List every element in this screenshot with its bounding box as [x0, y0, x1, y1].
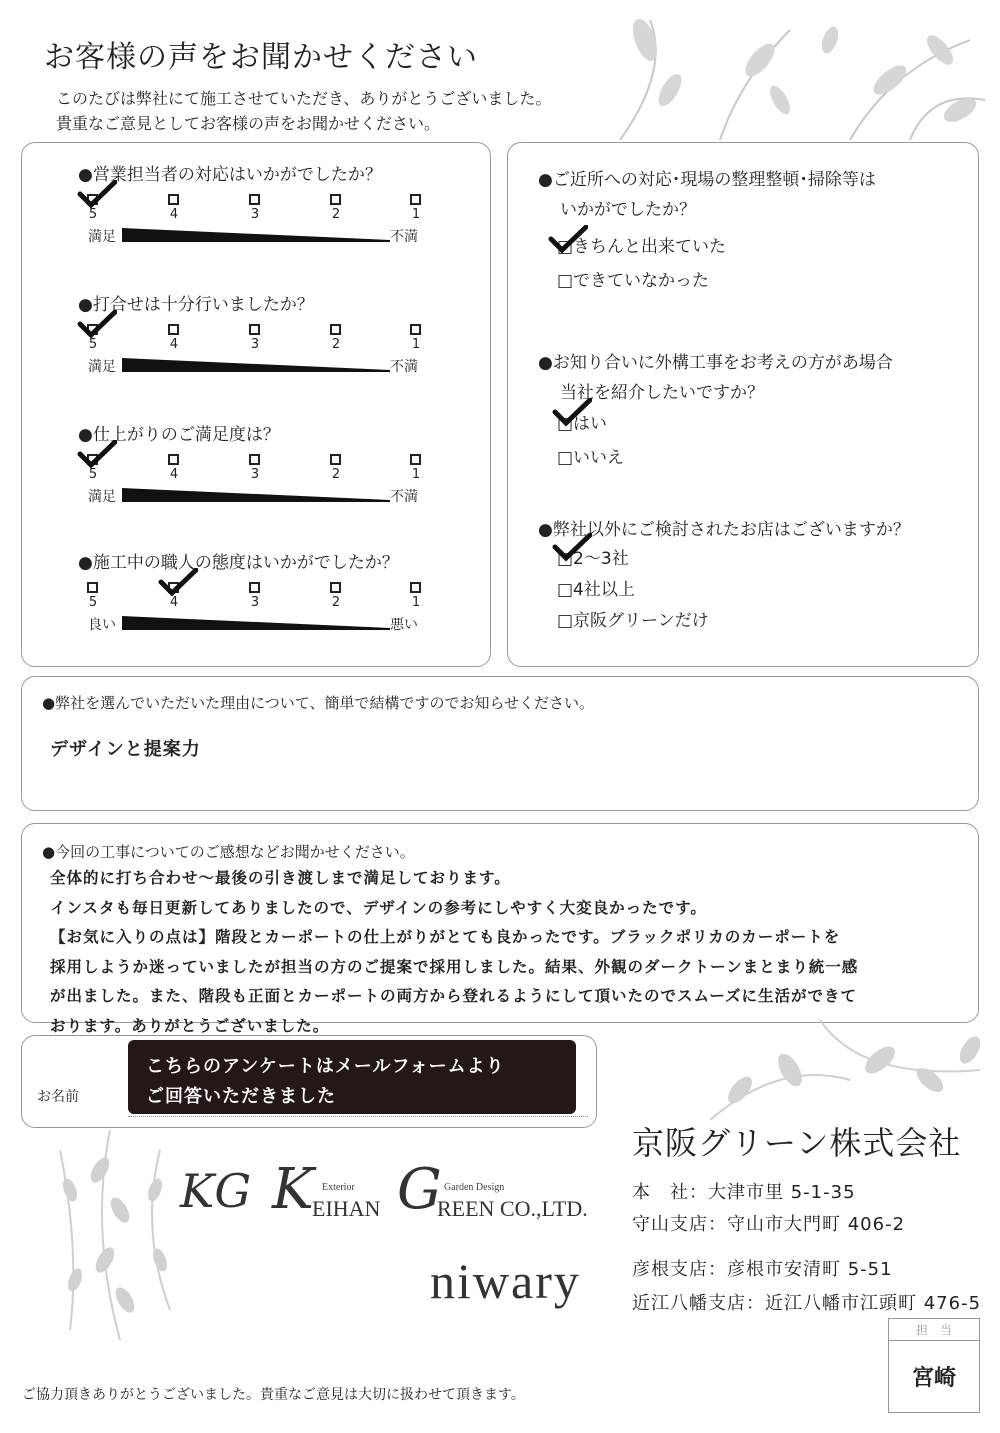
foliage-decoration-left	[20, 1130, 200, 1340]
rating-2-scale-1: 1	[411, 337, 421, 352]
choice-1-option-2[interactable]: □できていなかった	[557, 271, 710, 291]
impression-line-3: 【お気に入りの点は】階段とカーポートの仕上がりがとても良かったです。ブラックポリカのカーポートを	[50, 928, 841, 946]
impression-line-4: 採用しようか迷っていましたが担当の方のご提案で採用しました。結果、外観のダークトーンまとまり統一感	[50, 957, 859, 976]
choice-3-option-2[interactable]: □4社以上	[557, 580, 635, 600]
choice-question-3: ●弊社以外にご検討されたお店はございますか？	[538, 520, 910, 540]
choice-question-1-line-1: ●ご近所への対応･現場の整理整頓･掃除等は	[538, 170, 876, 190]
name-label: お名前	[37, 1089, 79, 1105]
reason-answer[interactable]: デザインと提案力	[50, 739, 201, 760]
check-mark-icon	[77, 180, 117, 210]
rating-4-scale-wedge	[122, 614, 392, 632]
staff-box	[888, 1318, 980, 1413]
intro-line-1: このたびは弊社にて施工させていただき、ありがとうございました。	[56, 89, 552, 108]
mail-form-notice	[128, 1040, 576, 1114]
rating-1-left-label: 満足	[88, 229, 116, 245]
rating-2-checkbox-4[interactable]	[168, 324, 179, 335]
rating-4-checkbox-5[interactable]	[87, 582, 98, 593]
rating-4-right-label: 悪い	[390, 617, 418, 633]
logo-text-reen: REEN CO.,LTD.	[437, 1196, 588, 1221]
rating-1-checkbox-4[interactable]	[168, 194, 179, 205]
address-head-office: 本 社：大津市里 5-1-35	[632, 1182, 856, 1203]
choice-1-option-1[interactable]: □きちんと出来ていた	[557, 237, 727, 257]
rating-2-scale-4: 4	[169, 337, 179, 352]
rating-4-scale-3: 3	[250, 595, 260, 610]
notice-line-1: こちらのアンケートはメールフォームより	[146, 1056, 505, 1077]
rating-3-checkbox-4[interactable]	[168, 454, 179, 465]
company-name: 京阪グリーン株式会社	[632, 1124, 962, 1162]
choice-question-2-line-2: 当社を紹介したいですか？	[560, 383, 764, 403]
intro-line-2: 貴重なご意見としてお客様の声をお聞かせください。	[56, 114, 441, 133]
check-mark-icon	[548, 225, 588, 255]
choice-3-option-1[interactable]: □2～3社	[557, 549, 629, 569]
check-mark-icon	[552, 398, 592, 428]
rating-1-scale-wedge	[122, 226, 392, 244]
logo-initial-k: K	[272, 1157, 314, 1222]
impression-line-2: インスタも毎日更新してありましたので、デザインの参考にしやすく大変良かったです。	[50, 898, 707, 917]
rating-3-scale-4: 4	[169, 467, 179, 482]
impression-line-5: が出ました。また、階段も正面とカーポートの両方から登れるようにして頂いたのでスムーズに生活ができて	[50, 987, 857, 1005]
rating-2-scale-wedge	[122, 356, 392, 374]
rating-2-left-label: 満足	[88, 359, 116, 375]
rating-4-scale-2: 2	[331, 595, 341, 610]
rating-1-scale-5: 5	[88, 207, 98, 222]
rating-1-scale-2: 2	[331, 207, 341, 222]
logo-text-eihan: EIHAN	[312, 1196, 381, 1221]
footer-thanks: ご協力頂きありがとうございました。貴重なご意見は大切に扱わせて頂きます。	[22, 1387, 525, 1403]
rating-2-checkbox-3[interactable]	[249, 324, 260, 335]
rating-1-checkbox-3[interactable]	[249, 194, 260, 205]
rating-2-scale-2: 2	[331, 337, 341, 352]
rating-2-checkbox-2[interactable]	[330, 324, 341, 335]
rating-question-3: ●仕上がりのご満足度は？	[78, 425, 280, 445]
rating-2-right-label: 不満	[390, 359, 418, 375]
rating-4-left-label: 良い	[88, 617, 116, 633]
rating-2-checkbox-1[interactable]	[410, 324, 421, 335]
rating-question-2: ●打合せは十分行いましたか？	[78, 295, 314, 315]
address-omihachiman: 近江八幡支店：近江八幡市江頭町 476-5	[632, 1293, 982, 1314]
foliage-decoration-right	[700, 1020, 990, 1120]
niwary-logo: niwary	[430, 1253, 581, 1309]
rating-2-scale-3: 3	[250, 337, 260, 352]
rating-3-scale-3: 3	[250, 467, 260, 482]
foliage-decoration-top	[590, 10, 990, 140]
rating-4-scale-4: 4	[169, 595, 179, 610]
check-mark-icon	[77, 440, 117, 470]
rating-3-checkbox-1[interactable]	[410, 454, 421, 465]
rating-3-scale-2: 2	[331, 467, 341, 482]
rating-1-scale-3: 3	[250, 207, 260, 222]
check-mark-icon	[552, 533, 592, 563]
rating-question-1: ●営業担当者の対応はいかがでしたか？	[78, 165, 382, 185]
page-title: お客様の声をお聞かせください	[44, 40, 478, 75]
kg-monogram-logo	[180, 1160, 260, 1230]
rating-3-left-label: 満足	[88, 489, 116, 505]
impression-line-1: 全体的に打ち合わせ～最後の引き渡しまで満足しております。	[50, 869, 511, 887]
name-underline	[128, 1116, 588, 1117]
staff-name: 宮崎	[911, 1366, 956, 1391]
rating-3-scale-1: 1	[411, 467, 421, 482]
rating-1-checkbox-2[interactable]	[330, 194, 341, 205]
choice-question-2-line-1: ●お知り合いに外構工事をお考えの方があ場合	[538, 353, 893, 373]
check-mark-icon	[77, 310, 117, 340]
choice-2-option-1[interactable]: □はい	[557, 414, 608, 434]
rating-4-checkbox-1[interactable]	[410, 582, 421, 593]
rating-3-checkbox-3[interactable]	[249, 454, 260, 465]
check-mark-icon	[158, 568, 198, 598]
keihan-green-wordmark	[272, 1157, 612, 1240]
rating-1-right-label: 不満	[390, 229, 418, 245]
rating-1-checkbox-1[interactable]	[410, 194, 421, 205]
rating-1-scale-1: 1	[411, 207, 421, 222]
rating-3-right-label: 不満	[390, 489, 418, 505]
notice-line-2: ご回答いただきました	[146, 1086, 336, 1107]
rating-question-4: ●施工中の職人の態度はいかがでしたか？	[78, 553, 399, 573]
impression-line-6: おります。ありがとうございました。	[50, 1016, 330, 1035]
choice-3-option-3[interactable]: □京阪グリーンだけ	[557, 611, 709, 631]
rating-4-scale-1: 1	[411, 595, 421, 610]
rating-4-scale-5: 5	[88, 595, 98, 610]
staff-label: 担 当	[889, 1319, 979, 1341]
impressions-question: ●今回の工事についてのご感想などお聞かせください。	[42, 843, 415, 861]
rating-4-checkbox-2[interactable]	[330, 582, 341, 593]
rating-3-scale-5: 5	[88, 467, 98, 482]
reason-question: ●弊社を選んでいただいた理由について、簡単で結構ですのでお知らせください。	[42, 694, 595, 712]
logo-initial-g: G	[397, 1157, 442, 1222]
rating-1-scale-4: 4	[169, 207, 179, 222]
choice-2-option-2[interactable]: □いいえ	[557, 448, 625, 468]
logo-exterior: Exterior	[322, 1182, 355, 1193]
logo-garden-design: Garden Design	[444, 1182, 505, 1193]
kg-monogram: KG	[180, 1164, 252, 1218]
choice-question-1-line-2: いかがでしたか？	[560, 200, 696, 220]
rating-2-scale-5: 5	[88, 337, 98, 352]
rating-3-scale-wedge	[122, 486, 392, 504]
address-moriyama: 守山支店：守山市大門町 406-2	[632, 1214, 906, 1235]
address-hikone: 彦根支店：彦根市安清町 5-51	[632, 1259, 893, 1280]
rating-3-checkbox-2[interactable]	[330, 454, 341, 465]
rating-4-checkbox-3[interactable]	[249, 582, 260, 593]
